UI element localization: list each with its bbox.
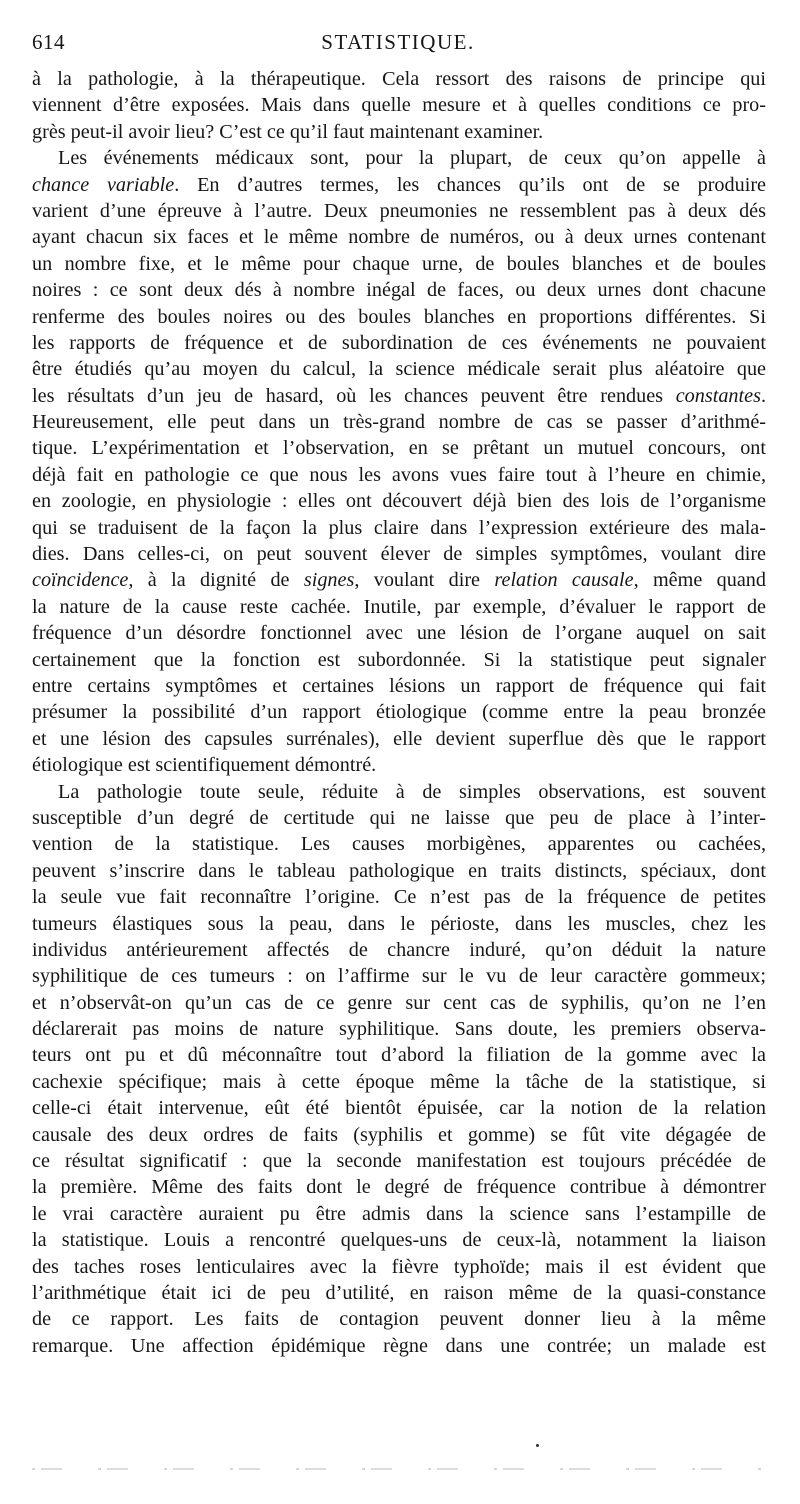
text-line: présumer la possibilité d’un rapport étiologique (comme entre la peau bronzée (32, 701, 766, 724)
text-line: qui se traduisent de la façon la plus claire dans l’expression extérieure des mala- (32, 516, 766, 539)
text-line: étiologique est scientifiquement démontré. (32, 754, 377, 777)
page-number: 614 (32, 30, 65, 54)
text-line: susceptible d’un degré de certitude qui ne laisse que peu de place à l’inter- (32, 806, 766, 829)
text-line: fréquence d’un désordre fonctionnel avec une lésion de l’organe auquel on sait (32, 622, 766, 645)
text-line: renferme des boules noires ou des boules blanches en proportions différentes. Si (32, 305, 766, 328)
page-header (32, 30, 764, 58)
text-line: les rapports de fréquence et de subordination de ces événements ne pouvaient (32, 331, 766, 354)
text-line: la première. Même des faits dont le degré de fréquence contribue à démontrer (32, 1176, 766, 1199)
text-line: les résultats d’un jeu de hasard, où les chances peuvent être rendues constantes. (32, 384, 766, 407)
text-line: de ce rapport. Les faits de contagion peuvent donner lieu à la même (32, 1308, 766, 1331)
text-line: remarque. Une affection épidémique règne dans une contrée; un malade est (32, 1334, 766, 1357)
text-line: coïncidence, à la dignité de signes, voulant dire relation causale, même quand (32, 569, 766, 592)
text-line: tique. L’expérimentation et l’observation, en se prêtant un mutuel concours, ont (32, 437, 766, 460)
text-line: un nombre fixe, et le même pour chaque urne, de boules blanches et de boules (32, 252, 766, 275)
text-line: certainement que la fonction est subordonnée. Si la statistique peut signaler (32, 648, 766, 671)
text-line: individus antérieurement affectés de chancre induré, qu’on déduit la nature (32, 938, 766, 961)
text-line: et une lésion des capsules surrénales), elle devient superflue dès que le rapport (32, 727, 766, 750)
text-line: vention de la statistique. Les causes morbigènes, apparentes ou cachées, (32, 833, 766, 856)
text-line: noires : ce sont deux dés à nombre inégal de faces, ou deux urnes dont chacune (32, 279, 766, 302)
text-line: déclarerait pas moins de nature syphilitique. Sans doute, les premiers observa- (32, 1018, 766, 1041)
text-line: causale des deux ordres de faits (syphilis et gomme) se fût vite dégagée de (32, 1123, 766, 1146)
text-line: entre certains symptômes et certaines lésions un rapport de fréquence qui fait (32, 674, 766, 697)
text-line: chance variable. En d’autres termes, les chances qu’ils ont de se produire (32, 173, 766, 196)
text-line: la statistique. Louis a rencontré quelques-uns de ceux-là, notamment la liaison (32, 1229, 766, 1252)
text-line: à la pathologie, à la thérapeutique. Cela ressort des raisons de principe qui (32, 68, 766, 90)
text-line: Heureusement, elle peut dans un très-grand nombre de cas se passer d’arithmé- (32, 411, 766, 434)
text-line: cachexie spécifique; mais à cette époque même la tâche de la statistique, si (32, 1070, 766, 1093)
text-line: syphilitique de ces tumeurs : on l’affirme sur le vu de leur caractère gommeux; (32, 965, 766, 988)
text-line: l’arithmétique était ici de peu d’utilité, en raison même de la quasi-constance (32, 1281, 766, 1304)
text-line: celle-ci était intervenue, eût été bientôt épuisée, car la notion de la relation (32, 1097, 766, 1120)
print-speck (536, 1444, 539, 1447)
text-line: ce résultat significatif : que la seconde manifestation est toujours précédée de (32, 1150, 766, 1173)
running-title: STATISTIQUE. (321, 30, 475, 54)
text-line: varient d’une épreuve à l’autre. Deux pneumonies ne ressemblent pas à deux dés (32, 199, 766, 222)
text-line: être étudiés qu’au moyen du calcul, la science médicale serait plus aléatoire que (32, 358, 766, 381)
text-line: Les événements médicaux sont, pour la plupart, de ceux qu’on appelle à (58, 147, 766, 170)
text-line: la seule vue fait reconnaître l’origine. Ce n’est pas de la fréquence de petites (32, 886, 766, 909)
text-line: des taches roses lenticulaires avec la fièvre typhoïde; mais il est évident que (32, 1255, 766, 1278)
text-line: tumeurs élastiques sous la peau, dans le périoste, dans les muscles, chez les (32, 912, 766, 935)
text-line: viennent d’être exposées. Mais dans quelle mesure et à quelles conditions ce pro- (32, 94, 766, 117)
text-line: ayant chacun six faces et le même nombre de numéros, ou à deux urnes contenant (32, 226, 766, 249)
scan-noise-line (32, 1468, 766, 1470)
text-line: La pathologie toute seule, réduite à de simples observations, est souvent (58, 780, 766, 803)
text-line: le vrai caractère auraient pu être admis dans la science sans l’estampille de (32, 1202, 766, 1225)
text-line: en zoologie, en physiologie : elles ont découvert déjà bien des lois de l’organisme (32, 490, 766, 513)
text-line: la nature de la cause reste cachée. Inutile, par exemple, d’évaluer le rapport de (32, 595, 766, 618)
text-line: déjà fait en pathologie ce que nous les avons vues faire tout à l’heure en chimie, (32, 463, 766, 486)
text-line: teurs ont pu et dû méconnaître tout d’abord la filiation de la gomme avec la (32, 1044, 766, 1067)
text-line: et n’observât-on qu’un cas de ce genre sur cent cas de syphilis, qu’on ne l’en (32, 991, 766, 1014)
text-line: dies. Dans celles-ci, on peut souvent élever de simples symptômes, voulant dire (32, 543, 766, 566)
text-line: peuvent s’inscrire dans le tableau pathologique en traits distincts, spéciaux, dont (32, 859, 766, 882)
body-text (32, 66, 766, 1359)
text-line: grès peut-il avoir lieu? C’est ce qu’il faut maintenant examiner. (32, 120, 544, 143)
